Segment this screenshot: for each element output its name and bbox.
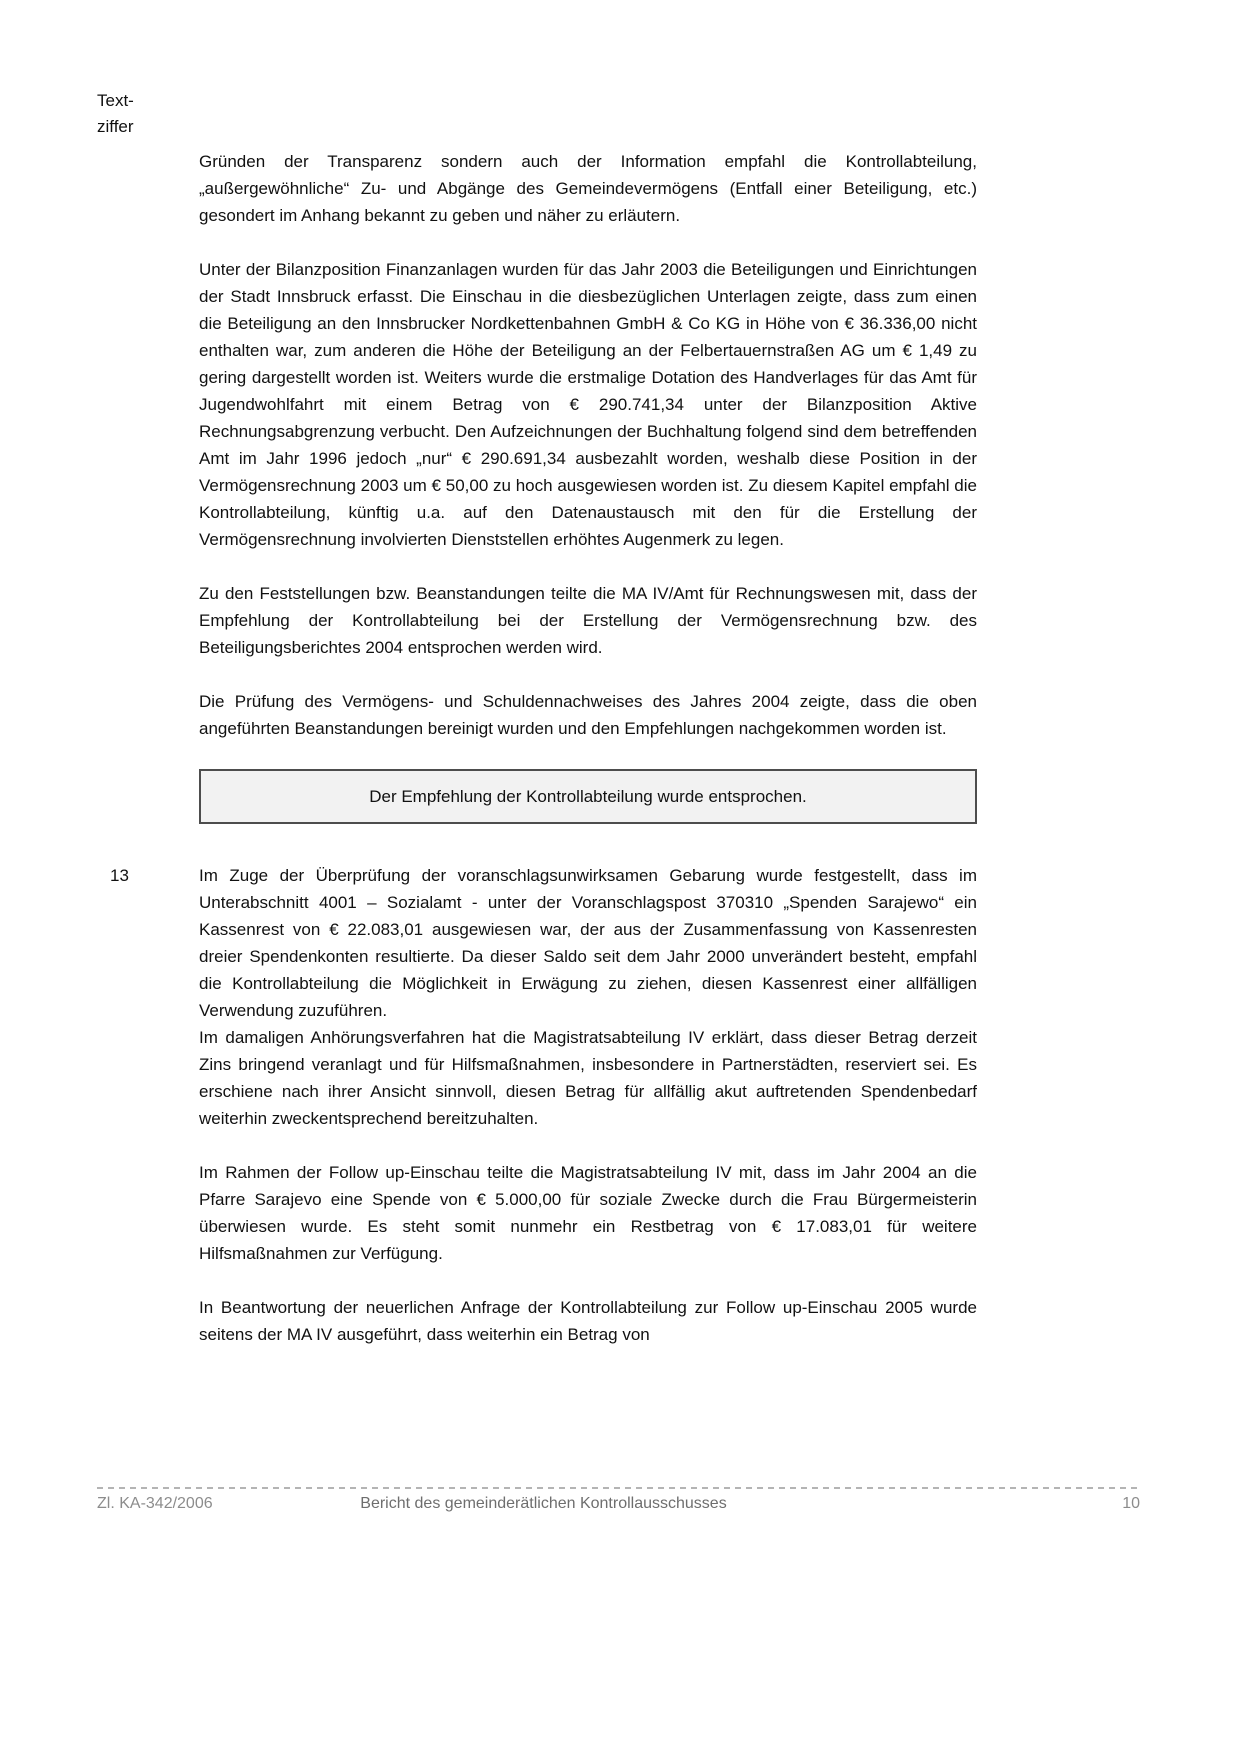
paragraph-feststellungen: Zu den Feststellungen bzw. Beanstandungen teilte die MA IV/Amt für Rechnungswesen mit, dass der Empfehlung der Kontrollabteilung bei der Erstellung der Vermögensrechnung bzw. des Beteiligungsberichtes 2004 entsprochen werden wird.	[199, 584, 977, 657]
recommendation-box-text: Der Empfehlung der Kontrollabteilung wurde entsprochen.	[369, 787, 807, 806]
paragraph-beantwortung: In Beantwortung der neuerlichen Anfrage der Kontrollabteilung zur Follow up-Einschau 2005 wurde seitens der MA IV ausgeführt, dass weiterhin ein Betrag von	[199, 1298, 977, 1344]
footer-row	[97, 1495, 1140, 1513]
paragraph-pruefung: Die Prüfung des Vermögens- und Schuldennachweises des Jahres 2004 zeigte, dass die oben angeführten Beanstandungen bereinigt wurden und den Empfehlungen nachgekommen worden ist.	[199, 692, 977, 738]
recommendation-box	[199, 769, 977, 824]
numbered-section-13	[110, 862, 977, 1132]
page-footer	[97, 1487, 1140, 1513]
footer-page-number: 10	[1122, 1495, 1140, 1512]
paragraph-follow-up: Im Rahmen der Follow up-Einschau teilte die Magistratsabteilung IV mit, dass im Jahr 2004 an die Pfarre Sarajevo eine Spende von € 5.000,00 für soziale Zwecke durch die Frau Bürgermeisterin überwiesen wurde. Es steht somit nunmehr ein Restbetrag von € 17.083,01 für weitere Hilfsmaßnahmen zur Verfügung.	[199, 1163, 977, 1263]
paragraph-bilanzposition: Unter der Bilanzposition Finanzanlagen wurden für das Jahr 2003 die Beteiligungen und Einrichtungen der Stadt Innsbruck erfasst. Die Einschau in die diesbezüglichen Unterlagen zeigte, dass zum einen die Beteiligung an den Innsbrucker Nordkettenbahnen GmbH & Co KG in Höhe von € 36.336,00 nicht enthalten war, zum anderen die Höhe der Beteiligung an der Felbertauernstraßen AG um € 1,49 zu gering dargestellt worden ist. Weiters wurde die erstmalige Dotation des Handverlages für das Amt für Jugendwohlfahrt mit einem Betrag von € 290.741,34 unter der Bilanzposition Aktive Rechnungsabgrenzung verbucht. Den Aufzeichnungen der Buchhaltung folgend sind dem betreffenden Amt im Jahr 1996 jedoch „nur“ € 290.691,34 ausbezahlt worden, weshalb diese Position in der Vermögensrechnung 2003 um € 50,00 zu hoch ausgewiesen worden ist. Zu diesem Kapitel empfahl die Kontrollabteilung, künftig u.a. auf den Datenaustausch mit den für die Erstellung der Vermögensrechnung involvierten Dienststellen erhöhtes Augenmerk zu legen.	[199, 260, 977, 549]
margin-label-textziffer	[97, 88, 134, 140]
margin-label-line1: Text-	[97, 91, 134, 110]
paragraph-ueberpruefung: Im Zuge der Überprüfung der voranschlagsunwirksamen Gebarung wurde festgestellt, dass im Unterabschnitt 4001 – Sozialamt - unter der Voranschlagspost 370310 „Spenden Sarajewo“ ein Kassenrest von € 22.083,01 ausgewiesen war, der aus der Zusammenfassung von Kassenresten dreier Spendenkonten resultierte. Da dieser Saldo seit dem Jahr 2000 unverändert besteht, empfahl die Kontrollabteilung die Möglichkeit in Erwägung zu ziehen, diesen Kassenrest einer allfälligen Verwendung zuzuführen.	[199, 866, 977, 1020]
footer-reference: Zl. KA-342/2006	[97, 1495, 213, 1512]
margin-item-number: 13	[110, 866, 129, 885]
paragraph-anhoerungsverfahren: Im damaligen Anhörungsverfahren hat die Magistratsabteilung IV erklärt, dass dieser Betrag derzeit Zins bringend veranlagt und für Hilfsmaßnahmen, insbesondere in Partnerstädten, reserviert sei. Es erschiene nach ihrer Ansicht sinnvoll, diesen Betrag für allfällig akut auftretenden Spendenbedarf weiterhin zweckentsprechend bereitzuhalten.	[199, 1028, 977, 1128]
footer-divider	[97, 1487, 1140, 1489]
margin-label-line2: ziffer	[97, 117, 134, 136]
footer-title: Bericht des gemeinderätlichen Kontrollausschusses	[360, 1495, 727, 1512]
paragraph-transparenz: Gründen der Transparenz sondern auch der Information empfahl die Kontrollabteilung, „außergewöhnliche“ Zu- und Abgänge des Gemeindevermögens (Entfall einer Beteiligung, etc.) gesondert im Anhang bekannt zu geben und näher zu erläutern.	[199, 152, 977, 225]
content-column	[110, 148, 977, 1375]
